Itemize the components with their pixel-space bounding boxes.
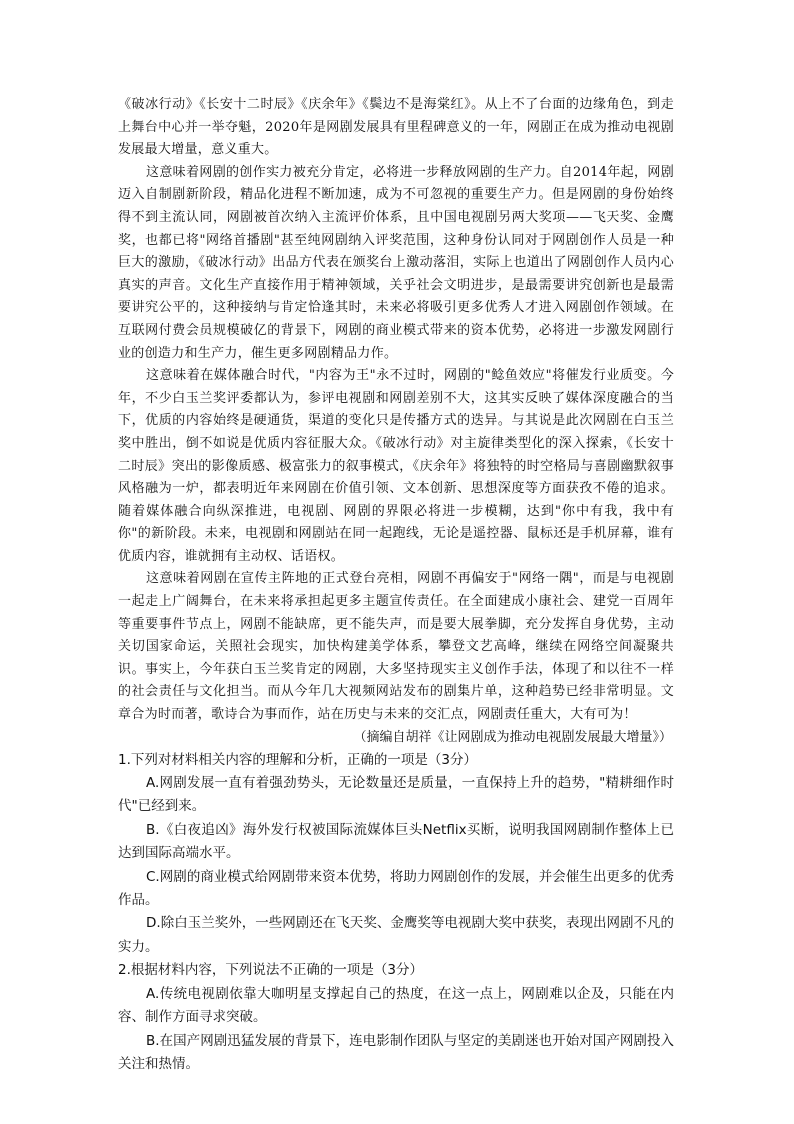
article-paragraph-1: 《破冰行动》《长安十二时辰》《庆余年》《鬓边不是海棠红》。从上不了台面的边缘角色，到走上舞台中心并一举夺魁，2020年是网剧发展具有里程碑意义的一年，网剧正在成为推动电视剧发展最大增量，意义重大。	[118, 97, 674, 158]
question-2-stem: 2.根据材料内容，下列说法不正确的一项是（3分）	[118, 962, 423, 979]
article-paragraph-3: 这意味着在媒体融合时代，"内容为王"永不过时，网剧的"鲶鱼效应"将催发行业质变。今年，不少白玉兰奖评委都认为，参评电视剧和网剧差别不大，这其实反映了媒体深度融合的当下，优质的内容始终是硬通货，渠道的变化只是传播方式的迭异。与其说是此次网剧在白玉兰奖中胜出，倒不如说是优质内容征服大众。《破冰行动》对主旋律类型化的深入探索，《长安十二时辰》突出的影像质感、极富张力的叙事模式，《庆余年》将独特的时空格局与喜剧幽默叙事风格融为一炉，都表明近年来网剧在价值引领、文本创新、思想深度等方面获孜不倦的追求。随着媒体融合向纵深推进，电视剧、网剧的界限必将进一步模糊，达到"你中有我，我中有你"的新阶段。未来，电视剧和网剧站在同一起跑线，无论是遥控器、鼠标还是手机屏幕，谁有优质内容，谁就拥有主动权、话语权。	[118, 368, 674, 564]
question-2-option-a: A.传统电视剧依靠大咖明星支撑起自己的热度，在这一点上，网剧难以企及，只能在内容、制作方面寻求突破。	[118, 985, 674, 1026]
article-paragraph-2: 这意味着网剧的创作实力被充分肯定，必将进一步释放网剧的生产力。自2014年起，网剧迈入自制剧新阶段，精品化进程不断加速，成为不可忽视的重要生产力。但是网剧的身份始终得不到主流认同，网剧被首次纳入主流评价体系，且中国电视剧另两大奖项——飞天奖、金鹰奖，也都已将"网络首播剧"甚至纯网剧纳入评奖范围，这种身份认同对于网剧创作人员是一种巨大的激励，《破冰行动》出品方代表在颁奖台上激动落泪，实际上也道出了网剧创作人员内心真实的声音。文化生产直接作用于精神领域，关乎社会文明进步，是最需要讲究创新也是最需要讲究公平的，这种接纳与肯定恰逢其时，未来必将吸引更多优秀人才进入网剧创作领域。在互联网付费会员规模破亿的背景下，网剧的商业模式带来的资本优势，必将进一步激发网剧行业的创造力和生产力，催生更多网剧精品力作。	[118, 164, 674, 361]
question-2	[118, 959, 674, 1076]
question-1-option-c: C.网剧的商业模式给网剧带来资本优势，将助力网剧创作的发展，并会催生出更多的优秀作品。	[118, 868, 674, 909]
question-1-option-d: D.除白玉兰奖外，一些网剧还在飞天奖、金鹰奖等电视剧大奖中获奖，表现出网剧不凡的实力。	[118, 915, 674, 955]
question-1-option-a: A.网剧发展一直有着强劲势头，无论数量还是质量，一直保持上升的趋势，"精耕细作时代"已经到来。	[118, 775, 674, 815]
question-1-stem: 1.下列对材料相关内容的理解和分析，正确的一项是（3分）	[118, 751, 477, 768]
question-2-option-b: B.在国产网剧迅猛发展的背景下，连电影制作团队与坚定的美剧迷也开始对国产网剧投入关注和热情。	[118, 1032, 674, 1072]
article-source: （摘编自胡祥《让网剧成为推动电视剧发展最大增量》）	[353, 729, 672, 745]
document-page	[118, 94, 674, 1076]
article-paragraph-4: 这意味着网剧在宣传主阵地的正式登台亮相，网剧不再偏安于"网络一隅"，而是与电视剧一起走上广阔舞台，在未来将承担起更多主题宣传责任。在全面建成小康社会、建党一百周年等重要事件节点上，网剧不能缺席，更不能失声，而是要大展拳脚，充分发挥自身优势，主动关切国家命运，关照社会现实，加快构建美学体系，攀登文艺高峰，继续在网络空间凝聚共识。事实上，今年获白玉兰奖肯定的网剧，大多坚持现实主义创作手法，体现了和以往不一样的社会责任与文化担当。而从今年几大视频网站发布的剧集片单，这种趋势已经非常明显。文章合为时而著，歌诗合为事而作，站在历史与未来的交汇点，网剧责任重大，大有可为！	[118, 571, 674, 723]
question-1-option-b: B.《白夜追凶》海外发行权被国际流媒体巨头Netflix买断，说明我国网剧制作整体上已达到国际高端水平。	[118, 821, 674, 862]
question-1	[118, 749, 674, 960]
